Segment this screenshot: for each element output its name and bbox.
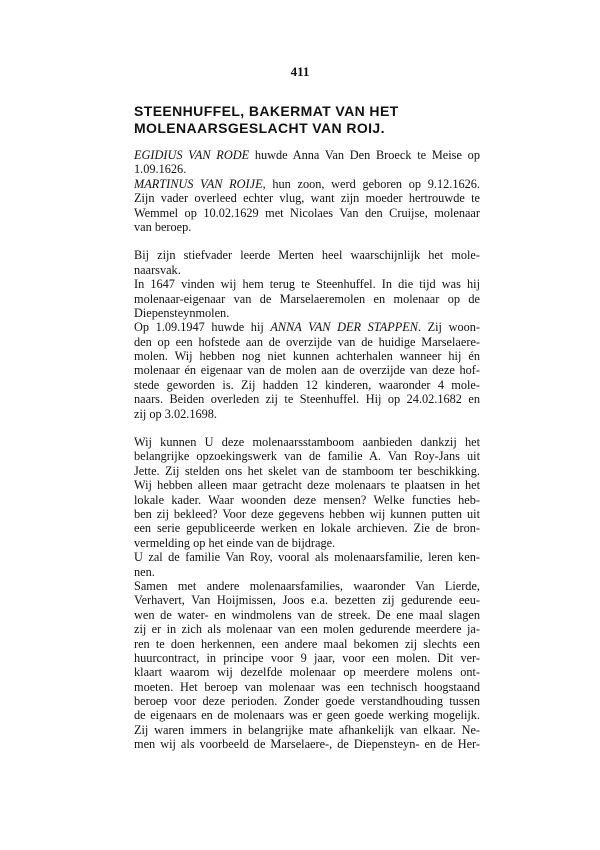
text-line: nen. [134, 564, 155, 579]
text-line: Zij waren immers in belangrijke mate afhankelijk van elkaar. Ne- [134, 722, 480, 737]
paragraph [134, 435, 480, 752]
text-span: , hun zoon, werd geboren op 9.12.1626. [262, 176, 480, 191]
text-line: molen. Wij hebben nog niet kunnen achterhalen wanneer hij én [134, 349, 480, 364]
person-name: ANNA VAN DER STAPPEN [270, 320, 418, 335]
text-line: ren te doen herkennen, een andere maal bekomen zij slechts een [134, 636, 480, 651]
text-line [134, 148, 480, 162]
text-line: Jette. Zij stelden ons het skelet van de stamboom ter beschikking. [134, 463, 480, 478]
text-line: een serie gepubliceerde werken en lokale archieven. Zie de bron- [134, 521, 480, 536]
text-line: stede geworden is. Zij hadden 12 kinderen, waaronder 4 mole- [134, 377, 480, 392]
text-line: molenaar én eigenaar van de molen aan de overzijde van deze hof- [134, 363, 480, 378]
text-line: den op een hofstede aan de overzijde van de huidige Marselaere- [134, 334, 480, 349]
text-line: belangrijke opzoekingswerk van de familie A. Van Roy-Jans uit [134, 449, 480, 464]
text-line: men wij als voorbeeld de Marselaere-, de Diepensteyn- en de Her- [134, 737, 480, 752]
text-span: . Zij woon- [417, 320, 480, 335]
text-line: vermelding op het einde van de bijdrage. [134, 535, 336, 550]
text-line: Verhavert, Van Hoijmissen, Joos e.a. bezetten zij gedurende eeu- [134, 593, 480, 608]
text-span: Op 1.09.1947 huwde hij [134, 320, 271, 335]
paragraph [134, 148, 480, 234]
person-name: MARTINUS VAN ROIJE [134, 176, 263, 191]
paragraph [134, 248, 480, 421]
article-body [134, 148, 480, 752]
text-line: Wemmel op 10.02.1629 met Nicolaes Van den Cruijse, molenaar [134, 205, 480, 220]
text-line: beroep voor deze perioden. Zonder goede verstandhouding tussen [134, 694, 480, 709]
text-line: lokale kader. Waar woonden deze mensen? Welke functies heb- [134, 492, 480, 507]
title-line: STEENHUFFEL, BAKERMAT VAN HET [134, 103, 399, 119]
paragraph-gap [134, 234, 480, 248]
text-line: Wij hebben alleen maar getracht deze molenaars te plaatsen in het [134, 478, 480, 493]
text-line: Bij zijn stiefvader leerde Merten heel waarschijnlijk het mole- [134, 248, 480, 263]
text-line: Samen met andere molenaarsfamilies, waaronder Van Lierde, [134, 578, 480, 593]
text-line: 1.09.1626. [134, 162, 187, 177]
text-line: naars. Beiden overleden zij te Steenhuffel. Hij op 24.02.1682 en [134, 392, 480, 407]
text-line: In 1647 vinden wij hem terug te Steenhuffel. In die tijd was hij [134, 277, 480, 292]
text-line: naarsvak. [134, 262, 181, 277]
text-line: van beroep. [134, 219, 192, 234]
text-line: de eigenaars en de molenaars was er geen goede werking mogelijk. [134, 708, 480, 723]
text-line: Wij kunnen U deze molenaarsstamboom aanbieden dankzij het [134, 435, 480, 450]
text-line [134, 320, 480, 334]
text-line: ben zij bekleed? Voor deze gegevens hebben wij kunnen putten uit [134, 506, 480, 521]
person-name: EGIDIUS VAN RODE [134, 148, 250, 162]
text-line: Diepensteynmolen. [134, 305, 230, 320]
article-title [134, 103, 484, 137]
title-line: MOLENAARSGESLACHT VAN ROIJ. [134, 120, 385, 136]
text-line: wen de water- en windmolens van de streek. De ene maal slagen [134, 607, 480, 622]
text-line: zij er in zich als molenaar van een molen gedurende meerdere ja- [134, 622, 480, 637]
text-line: klaart waarom wij dezelfde molenaar op meerdere molens ont- [134, 665, 480, 680]
text-line: Zijn vader overleed echter vlug, want zijn moeder hertrouwde te [134, 191, 480, 206]
text-line: zij op 3.02.1698. [134, 406, 217, 421]
text-line: huurcontract, in principe voor 9 jaar, voor een molen. Dit ver- [134, 650, 480, 665]
paragraph-gap [134, 421, 480, 435]
page-number: 411 [290, 64, 310, 79]
text-line: molenaar-eigenaar van de Marselaeremolen en molenaar op de [134, 291, 480, 306]
text-span: huwde Anna Van Den Broeck te Meise op [249, 148, 480, 162]
text-line: moeten. Het beroep van molenaar was een technisch hoogstaand [134, 679, 480, 694]
text-line [134, 177, 480, 191]
text-line: U zal de familie Van Roy, vooral als molenaarsfamilie, leren ken- [134, 550, 480, 565]
